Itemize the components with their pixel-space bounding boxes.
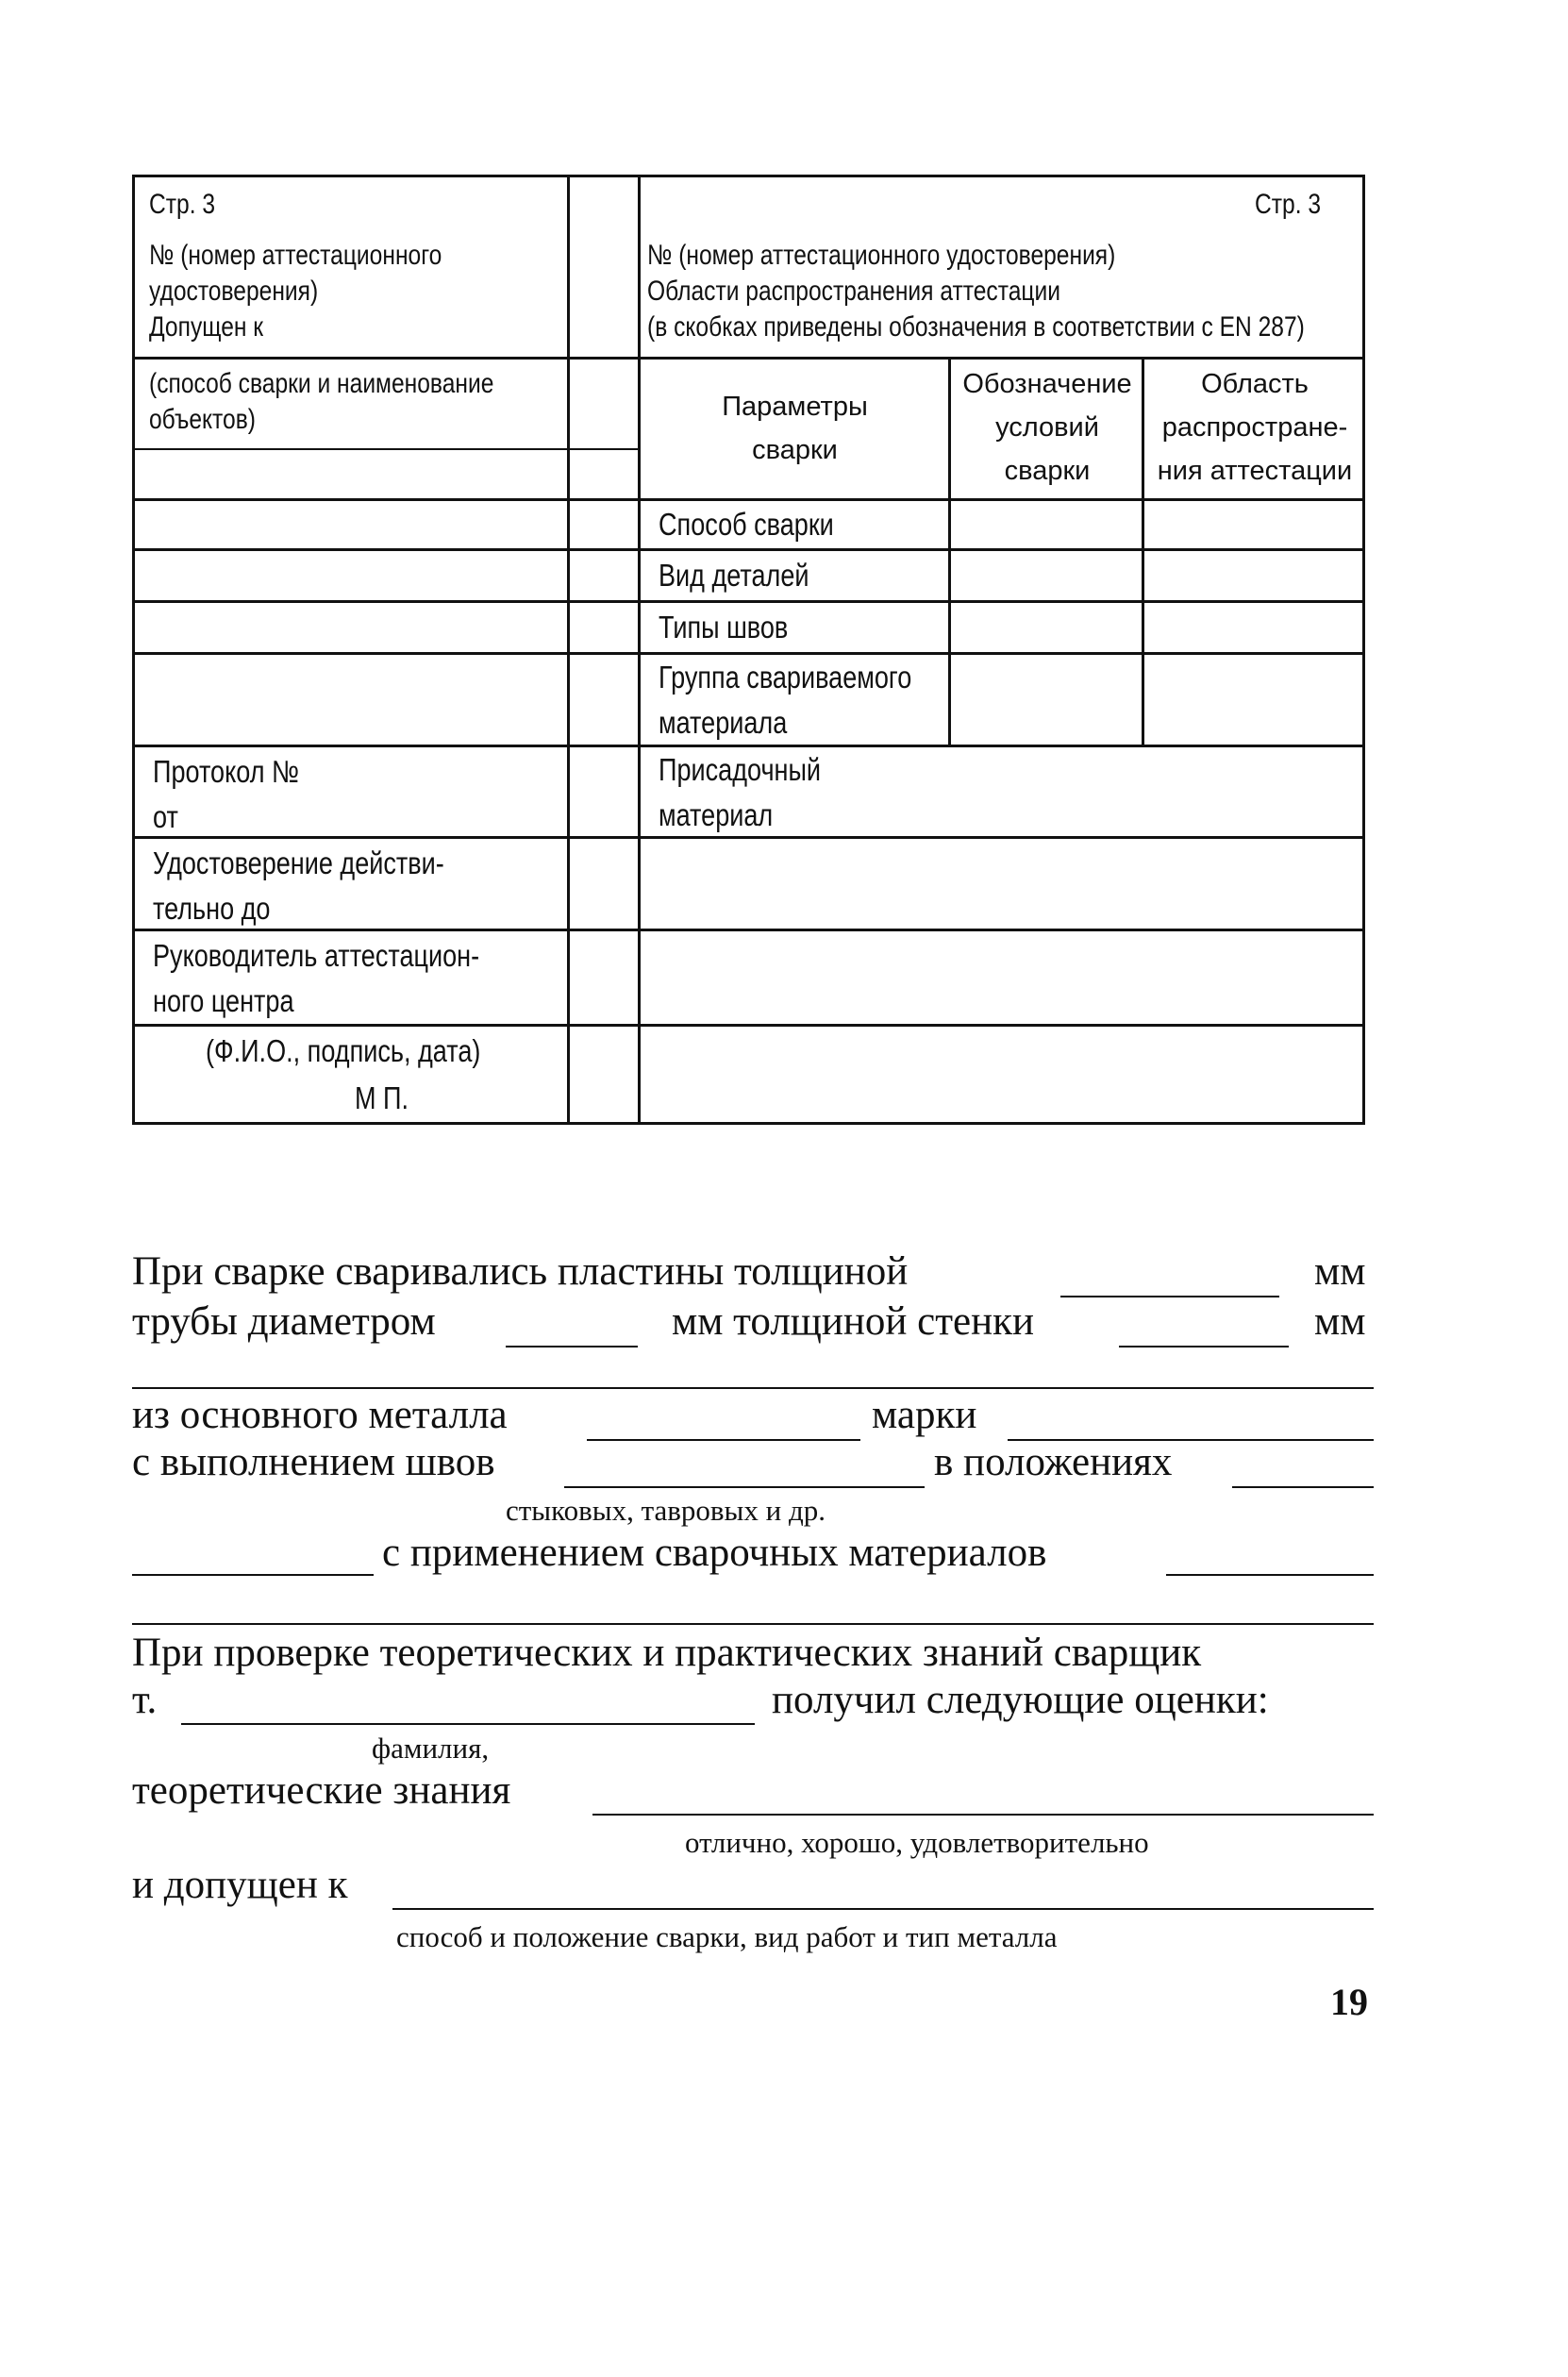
- param-material-group: Группа свариваемого материала: [659, 660, 912, 740]
- col-header-designation: Обозначение условий сварки: [962, 369, 1132, 486]
- right-cert-number: № (номер аттестационного удостоверения): [647, 240, 1116, 271]
- left-header: [149, 187, 564, 345]
- table-divider-2: [638, 175, 641, 1125]
- param-row: [659, 553, 842, 598]
- table-row-line: [132, 498, 1365, 501]
- hint-seam-types: стыковых, тавровых и др.: [506, 1494, 826, 1527]
- left-page-label: Стр. 3: [149, 189, 216, 220]
- col-header-scope: Область распростране-ния аттестации: [1157, 369, 1353, 486]
- left-method-objects-2: объектов): [149, 404, 256, 435]
- line-theory: теоретические знания: [132, 1768, 511, 1813]
- line-positions: в положениях: [934, 1440, 1173, 1484]
- col-header-params: Параметры сварки: [722, 392, 868, 465]
- left-method-block: [149, 366, 564, 438]
- param-seam-types: Типы швов: [659, 610, 789, 644]
- line-base-metal: из основного металла: [132, 1393, 508, 1437]
- hint-admission: способ и положение сварки, вид работ и тип металла: [396, 1920, 1058, 1953]
- blank-before-materials[interactable]: [132, 1574, 374, 1576]
- signature-label: (Ф.И.О., подпись, дата): [206, 1033, 481, 1068]
- stamp-block: [355, 1076, 421, 1121]
- blank-base-metal[interactable]: [587, 1439, 860, 1441]
- protocol-block: [153, 749, 331, 840]
- line-knowledge-check: При проверке теоретических и практических знаний сварщик: [132, 1631, 1202, 1675]
- blank-surname[interactable]: [181, 1723, 755, 1725]
- protocol-from: от: [153, 799, 178, 834]
- line-wall: мм толщиной стенки: [672, 1299, 1035, 1344]
- right-scope: Области распространения аттестации: [647, 276, 1060, 307]
- line-t: т.: [132, 1678, 158, 1722]
- param-filler-material: Присадочный материал: [659, 752, 822, 832]
- blank-admitted[interactable]: [392, 1908, 1374, 1910]
- line-plates: При сварке сваривались пластины толщиной: [132, 1249, 909, 1294]
- right-page-label-wrap: [1255, 187, 1359, 223]
- table-row-line: [132, 357, 1365, 360]
- head-of-center-2: ного центра: [153, 983, 294, 1018]
- valid-until-2: тельно до: [153, 891, 271, 926]
- blank-full-line-2[interactable]: [132, 1623, 1374, 1625]
- table-divider-4: [1142, 359, 1144, 745]
- blank-seams[interactable]: [564, 1486, 925, 1488]
- left-cert-number-2: удостоверения): [149, 276, 319, 307]
- table-row-line: [132, 548, 1365, 551]
- blank-pipe-diameter[interactable]: [506, 1346, 638, 1348]
- line-grade: марки: [872, 1393, 977, 1437]
- right-designations: (в скобках приведены обозначения в соответствии с EN 287): [647, 311, 1305, 343]
- param-welding-method: Способ сварки: [659, 507, 834, 542]
- line-pipes: трубы диаметром: [132, 1299, 436, 1344]
- unit-mm: мм: [1314, 1299, 1366, 1344]
- blank-full-line[interactable]: [132, 1387, 1374, 1389]
- line-received-grades: получил следующие оценки:: [772, 1678, 1269, 1722]
- table-divider-3: [948, 359, 951, 745]
- table-divider-1: [567, 175, 570, 1125]
- hint-surname: фамилия,: [372, 1732, 490, 1765]
- table-row-line: [132, 1024, 1365, 1027]
- left-method-objects: (способ сварки и наименование: [149, 368, 494, 399]
- param-row: [659, 655, 942, 745]
- line-materials: с применением сварочных материалов: [382, 1531, 1047, 1575]
- param-row: [659, 747, 942, 838]
- left-cert-number: № (номер аттестационного: [149, 240, 442, 271]
- page-number: 19: [1330, 1981, 1368, 2023]
- blank-positions[interactable]: [1232, 1486, 1374, 1488]
- protocol-number: Протокол №: [153, 754, 300, 789]
- line-seams: с выполнением швов: [132, 1440, 495, 1484]
- param-part-type: Вид деталей: [659, 558, 809, 593]
- table-row-line: [132, 448, 640, 450]
- left-admitted-to: Допущен к: [149, 311, 264, 343]
- unit-mm: мм: [1314, 1249, 1366, 1294]
- right-header: [647, 238, 1359, 345]
- blank-plate-thickness[interactable]: [1060, 1296, 1279, 1297]
- head-block: [153, 933, 551, 1024]
- blank-wall-thickness[interactable]: [1119, 1346, 1289, 1348]
- head-of-center: Руководитель аттестацион-: [153, 938, 480, 973]
- blank-theory-grade[interactable]: [592, 1814, 1374, 1816]
- param-row: [659, 605, 816, 650]
- param-row: [659, 502, 873, 547]
- signature-block: [206, 1029, 541, 1074]
- table-border-right: [1362, 175, 1365, 1125]
- table-border-left: [132, 175, 135, 1125]
- stamp-label: М П.: [355, 1080, 409, 1115]
- line-admitted: и допущен к: [132, 1863, 348, 1907]
- validity-block: [153, 841, 509, 931]
- right-page-label: Стр. 3: [1255, 189, 1322, 220]
- valid-until: Удостоверение действи-: [153, 845, 444, 880]
- blank-materials[interactable]: [1166, 1574, 1374, 1576]
- table-border-top: [132, 175, 1365, 177]
- table-row-line: [132, 600, 1365, 603]
- hint-grades: отлично, хорошо, удовлетворительно: [685, 1826, 1149, 1859]
- table-border-bottom: [132, 1122, 1365, 1125]
